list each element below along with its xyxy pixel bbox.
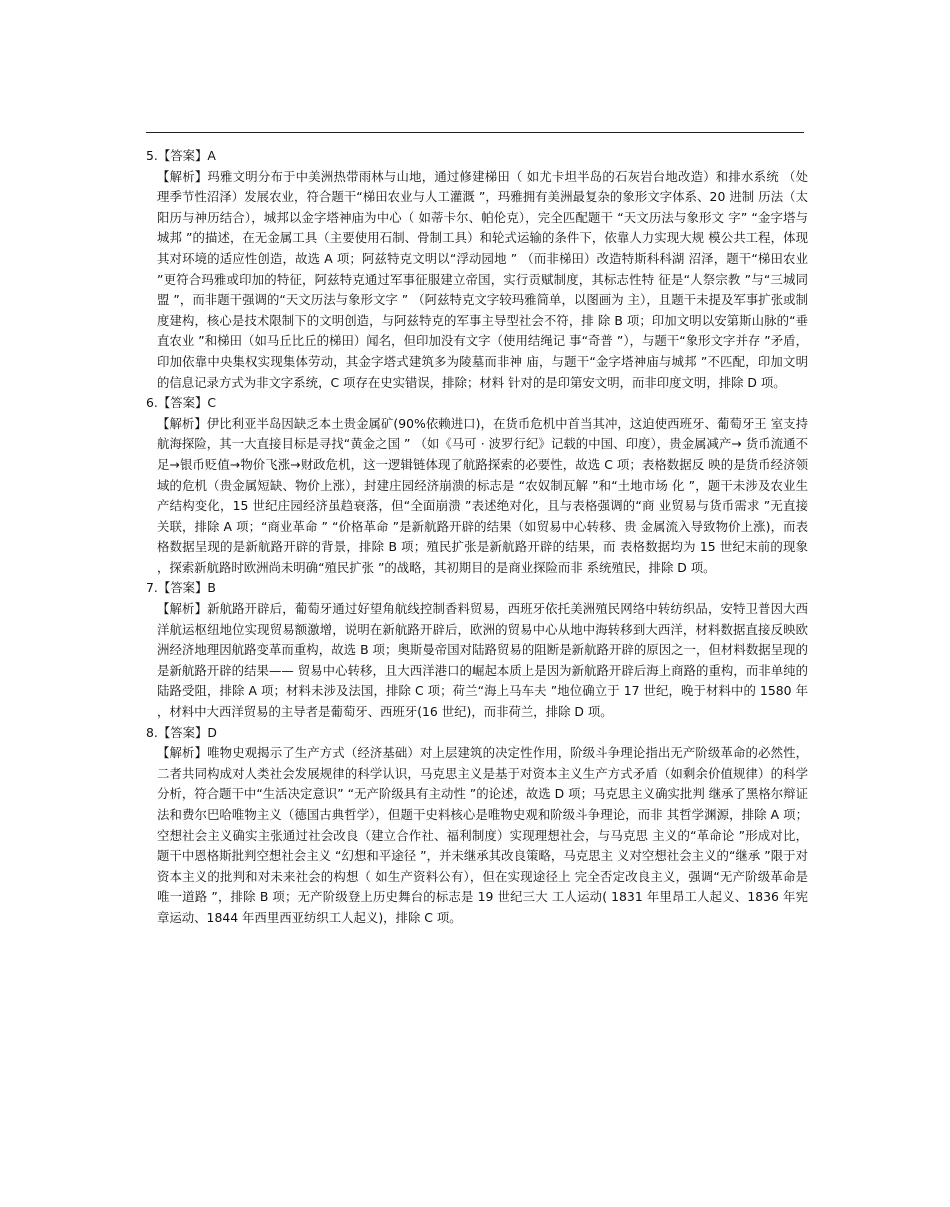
answer-line: 8.【答案】D: [146, 724, 217, 740]
answer-line: 7.【答案】B: [146, 580, 216, 596]
header-divider: [146, 132, 804, 133]
answer-line: 5.【答案】A: [146, 148, 216, 163]
analysis-paragraph: 【解析】新航路开辟后，葡萄牙通过好望角航线控制香料贸易，西班牙依托美洲殖民网络中转纺织品，安特卫普因大西洋航运枢纽地位实现贸易额激增，说明在新航路开辟后，欧洲的贸易中心从地中海转移到大西洋，材料数据直接反映欧洲经济地理因航路变革而重构，故选 B 项；奥斯曼帝国对陆路贸易的阻断是新航路开辟的原因之一，但材料数据呈现的是新航路开辟的结果—— 贸易中心转移，且大西洋港口的崛起本质上是因为新航路开辟后海上商路的重构，而非单纯的陆路受阻，排除 A 项；材料未涉及法国，排除 C 项；荷兰“海上马车夫 ”地位确立于 17 世纪，晚于材料中的 1580 年，材料中大西洋贸易的主导者是葡萄牙、西班牙(16 世纪)，而非荷兰，排除 D 项。: [157, 601, 808, 720]
answer-line: 6.【答案】C: [146, 395, 217, 411]
question-7-block: [146, 578, 808, 722]
analysis-paragraph: 【解析】伊比利亚半岛因缺乏本土贵金属矿(90%依赖进口)，在货币危机中首当其冲，这迫使西班牙、葡萄牙王 室支持航海探险，其一大直接目标是寻找“黄金之国 ” （如《马可 · 波罗行纪》记载的中国、印度），贵金属减产→ 货币流通不足→银币贬值→物价飞涨→财政危机，这一逻辑链体现了航路探索的必要性，故选 C 项；表格数据反 映的是货币经济领域的危机（贵金属短缺、物价上涨），封建庄园经济崩溃的标志是 “农奴制瓦解 ”和“土地市场 化 ”，题干未涉及农业生产结构变化，15 世纪庄园经济虽趋衰落，但“全面崩溃 ”表述绝对化，且与表格强调的“商 业贸易与货币需求 ”无直接关联，排除 A 项；“商业革命 ” “价格革命 ”是新航路开辟的结果（如贸易中心转移、贵 金属流入导致物价上涨)，而表格数据呈现的是新航路开辟的背景，排除 B 项；殖民扩张是新航路开辟的结果，而 表格数据均为 15 世纪末前的现象，探索新航路时欧洲尚未明确“殖民扩张 ”的战略，其初期目的是商业探险而非 系统殖民，排除 D 项。: [157, 415, 808, 575]
question-8-block: [146, 723, 808, 929]
analysis-paragraph: 【解析】唯物史观揭示了生产方式（经济基础）对上层建筑的决定性作用，阶级斗争理论指出无产阶级革命的必然性，二者共同构成对人类社会发展规律的科学认识，马克思主义是基于对资本主义生产方式矛盾（如剩余价值规律）的科学分析，符合题干中“生活决定意识” “无产阶级具有主动性 ”的论述，故选 D 项；马克思主义确实批判 继承了黑格尔辩证法和费尔巴哈唯物主义（德国古典哲学），但题干史料核心是唯物史观和阶级斗争理论，而非 其哲学渊源，排除 A 项；空想社会主义确实主张通过社会改良（建立合作社、福利制度）实现理想社会，与马克思 主义的“革命论 ”形成对比，题干中恩格斯批判空想社会主义 “幻想和平途径 ”，并未继承其改良策略，马克思主 义对空想社会主义的“继承 ”限于对资本主义的批判和对未来社会的构想（ 如生产资料公有），但在实现途径上 完全否定改良主义，强调“无产阶级革命是唯一道路 ”，排除 B 项；无产阶级登上历史舞台的标志是 19 世纪三大 工人运动( 1831 年里昂工人起义、1836 年宪章运动、1844 年西里西亚纺织工人起义)，排除 C 项。: [157, 745, 808, 925]
analysis-paragraph: 【解析】玛雅文明分布于中美洲热带雨林与山地，通过修建梯田（ 如尤卡坦半岛的石灰岩台地改造）和排水系统 （处理季节性沼泽）发展农业，符合题干“梯田农业与人工灌溉 ”，玛雅拥有美洲最复杂的象形文字体系、20 进制 历法（太阳历与神历结合），城邦以金字塔神庙为中心（ 如蒂卡尔、帕伦克），完全匹配题干 “天文历法与象形文 字” “金字塔与城邦 ”的描述，在无金属工具（主要使用石制、骨制工具）和轮式运输的条件下，依靠人力实现大规 模公共工程，体现其对环境的适应性创造，故选 A 项；阿兹特克文明以“浮动园地 ” （而非梯田）改造特斯科科湖 沼泽，题干“梯田农业 ”更符合玛雅或印加的特征，阿兹特克通过军事征服建立帝国，实行贡赋制度，其标志性特 征是“人祭宗教 ”与“三城同盟 ”，而非题干强调的“天文历法与象形文字 ” （阿兹特克文字较玛雅简单，以图画为 主），且题干未提及军事扩张或制度建构，核心是技术限制下的文明创造，与阿兹特克的军事主导型社会不符，排 除 B 项；印加文明以安第斯山脉的“垂直农业 ”和梯田（如马丘比丘的梯田）闻名，但印加没有文字（使用结绳记 事“奇普 ”），与题干“象形文字并存 ”矛盾，印加依靠中央集权实现集体劳动，其金字塔式建筑多为陵墓而非神 庙，与题干“金字塔神庙与城邦 ”不匹配，印加文明的信息记录方式为非文字系统，C 项存在史实错误，排除；材料 针对的是印第安文明，而非印度文明，排除 D 项。: [157, 168, 808, 390]
question-5-block: [146, 146, 808, 393]
answer-explanations: [146, 146, 808, 929]
question-6-block: [146, 393, 808, 578]
